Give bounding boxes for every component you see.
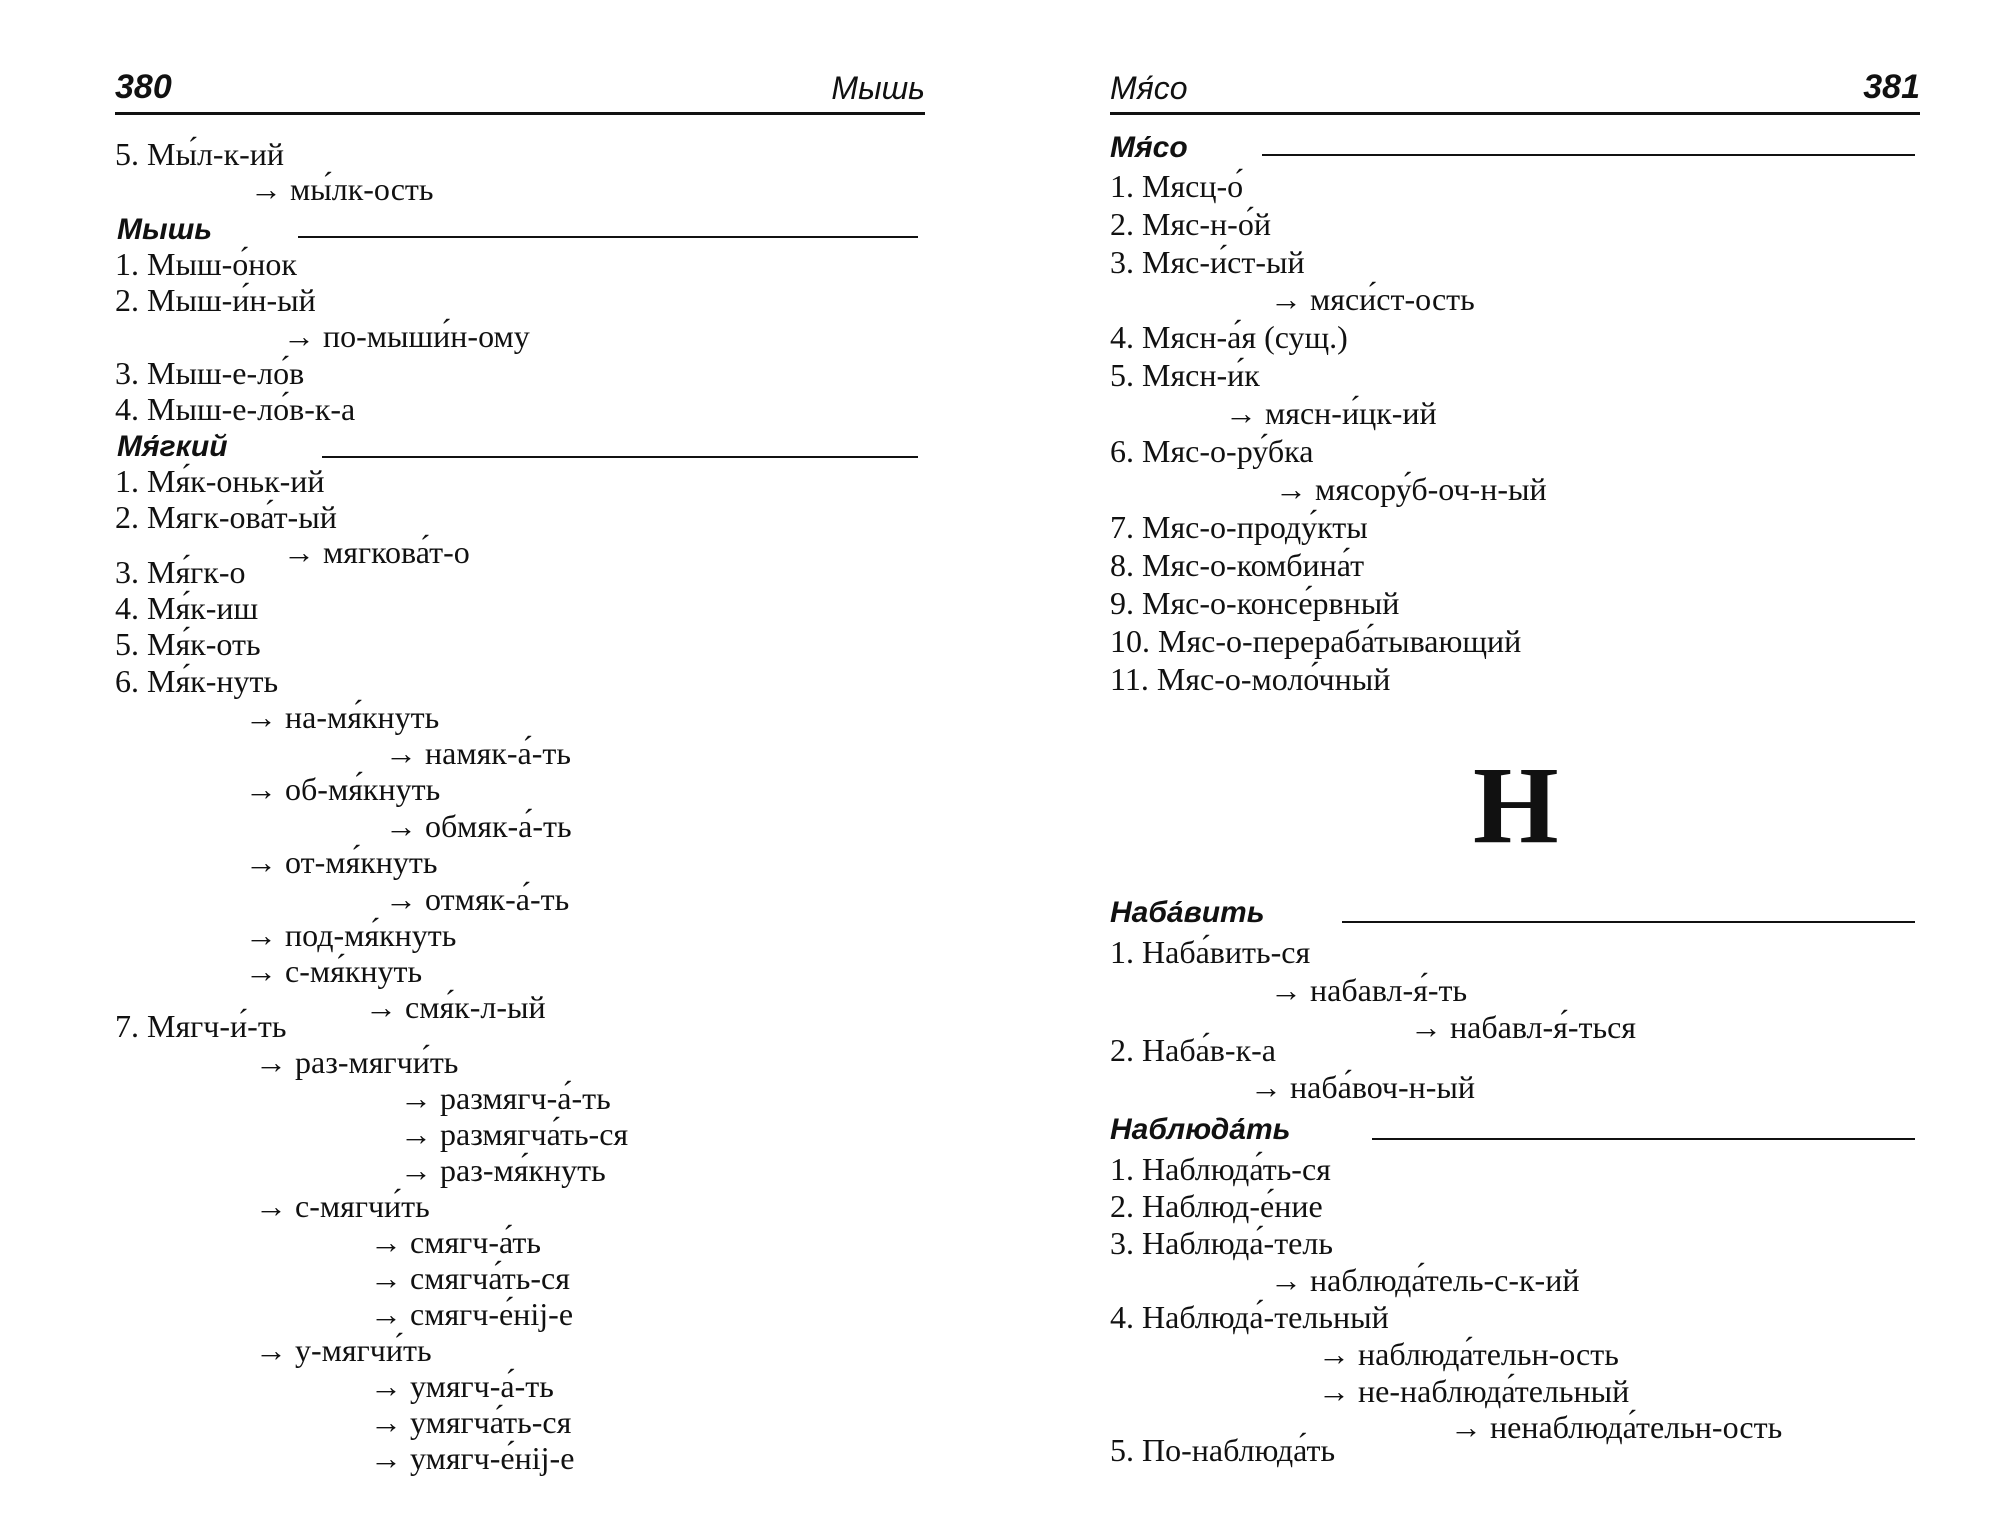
derivative-line: → наблюда́тельн-ость xyxy=(1318,1336,1619,1372)
entry-line: 7. Мягч-и́-ть xyxy=(115,1008,287,1044)
derivative-line: → ненаблюда́тельн-ость xyxy=(1450,1409,1783,1445)
entry-line: 3. Мыш-е-ло́в xyxy=(115,355,305,391)
entry-line: 2. Мягк-ова́т-ый xyxy=(115,499,337,535)
derivative-line: → мясору́б-оч-н-ый xyxy=(1275,471,1547,507)
derivative-line: → умягча́ть-ся xyxy=(370,1404,572,1440)
header-rule xyxy=(1110,112,1920,115)
entry-line: 2. Наблюд-е́ние xyxy=(1110,1188,1323,1224)
headword-rule xyxy=(298,236,918,238)
headword-rule xyxy=(322,456,918,458)
derivative-line: → наба́воч-н-ый xyxy=(1250,1069,1476,1105)
derivative-line: → не-наблюда́тельный xyxy=(1318,1373,1630,1409)
entry-line: 2. Мыш-и́н-ый xyxy=(115,282,316,318)
entry-line: 9. Мяс-о-консе́рвный xyxy=(1110,585,1400,621)
derivative-line: → у-мягчи́ть xyxy=(255,1332,432,1368)
entry-line: 1. Наба́вить-ся xyxy=(1110,934,1311,970)
headword: Мышь xyxy=(117,213,213,246)
entry-line: 8. Мяс-о-комбина́т xyxy=(1110,547,1365,583)
derivative-line: → от-мя́кнуть xyxy=(245,844,438,880)
derivative-line: → намяк-а́-ть xyxy=(385,735,571,771)
derivative-line: → раз-мя́кнуть xyxy=(400,1152,606,1188)
entry-line: 1. Мя́к-оньк-ий xyxy=(115,463,325,499)
headword: Наблюда́ть xyxy=(1110,1113,1291,1146)
entry-line: 1. Наблюда́ть-ся xyxy=(1110,1151,1331,1187)
entry-line: 6. Мяс-о-ру́бка xyxy=(1110,433,1314,469)
entry-line: 2. Наба́в-к-а xyxy=(1110,1032,1276,1068)
derivative-line: → смя́к-л-ый xyxy=(365,989,546,1025)
derivative-line: → мы́лк-ость xyxy=(250,171,434,207)
derivative-line: → об-мя́кнуть xyxy=(245,771,441,807)
entry-line: 10. Мяс-о-перераба́тывающий xyxy=(1110,623,1522,659)
running-head: Мышь xyxy=(831,70,925,106)
headword: Наба́вить xyxy=(1110,896,1265,929)
derivative-line: → по-мыши́н-ому xyxy=(283,318,530,354)
entry-line: 5. Мя́к-оть xyxy=(115,626,261,662)
section-letter: Н xyxy=(1473,744,1559,866)
derivative-line: → с-мя́кнуть xyxy=(245,953,423,989)
derivative-line: → размягча́ть-ся xyxy=(400,1116,629,1152)
entry-line: 1. Мыш-о́нок xyxy=(115,246,297,282)
entry-line: 5. Мясн-и́к xyxy=(1110,357,1260,393)
derivative-line: → набавл-я́-ться xyxy=(1410,1009,1636,1045)
entry-line: 2. Мяс-н-о́й xyxy=(1110,206,1271,242)
page-number: 380 xyxy=(115,68,172,106)
derivative-line: → умягч-а́-ть xyxy=(370,1368,554,1404)
derivative-line: → умягч-е́нij-е xyxy=(370,1440,575,1476)
derivative-line: → на-мя́кнуть xyxy=(245,699,440,735)
headword: Мя́со xyxy=(1110,131,1188,164)
entry-line: 1. Мясц-о́ xyxy=(1110,168,1244,204)
derivative-line: → мяси́ст-ость xyxy=(1270,281,1475,317)
derivative-line: → размягч-а́-ть xyxy=(400,1080,611,1116)
entry-line: 3. Мяс-и́ст-ый xyxy=(1110,244,1305,280)
entry-line: 5. По-наблюда́ть xyxy=(1110,1432,1336,1468)
derivative-line: → смягч-а́ть xyxy=(370,1224,541,1260)
entry-line: 3. Наблюда́-тель xyxy=(1110,1225,1333,1261)
entry-line: 5. Мы́л-к-ий xyxy=(115,136,285,172)
derivative-line: → с-мягчи́ть xyxy=(255,1188,430,1224)
headword: Мя́гкий xyxy=(117,430,228,463)
derivative-line: → мягкова́т-о xyxy=(283,534,470,570)
entry-line: 4. Наблюда́-тельный xyxy=(1110,1299,1389,1335)
derivative-line: → набавл-я́-ть xyxy=(1270,972,1468,1008)
entry-line: 6. Мя́к-нуть xyxy=(115,663,279,699)
derivative-line: → мясн-и́цк-ий xyxy=(1225,395,1437,431)
entry-line: 4. Мя́к-иш xyxy=(115,590,259,626)
left-page-header xyxy=(115,55,925,115)
derivative-line: → наблюда́тель-с-к-ий xyxy=(1270,1262,1580,1298)
running-head: Мя́со xyxy=(1110,70,1188,106)
derivative-line: → раз-мягчи́ть xyxy=(255,1044,459,1080)
entry-line: 3. Мя́гк-о xyxy=(115,554,246,590)
derivative-line: → отмяк-а́-ть xyxy=(385,881,570,917)
page-number: 381 xyxy=(1863,68,1920,106)
headword-rule xyxy=(1262,154,1915,156)
entry-line: 11. Мяс-о-моло́чный xyxy=(1110,661,1391,697)
header-rule xyxy=(115,112,925,115)
derivative-line: → под-мя́кнуть xyxy=(245,917,457,953)
derivative-line: → смягч-е́нij-е xyxy=(370,1296,574,1332)
entry-line: 7. Мяс-о-проду́кты xyxy=(1110,509,1368,545)
entry-line: 4. Мясн-а́я (сущ.) xyxy=(1110,319,1348,355)
derivative-line: → смягча́ть-ся xyxy=(370,1260,570,1296)
entry-line: 4. Мыш-е-ло́в-к-а xyxy=(115,391,356,427)
right-page-header xyxy=(1110,55,1920,115)
derivative-line: → обмяк-а́-ть xyxy=(385,808,572,844)
